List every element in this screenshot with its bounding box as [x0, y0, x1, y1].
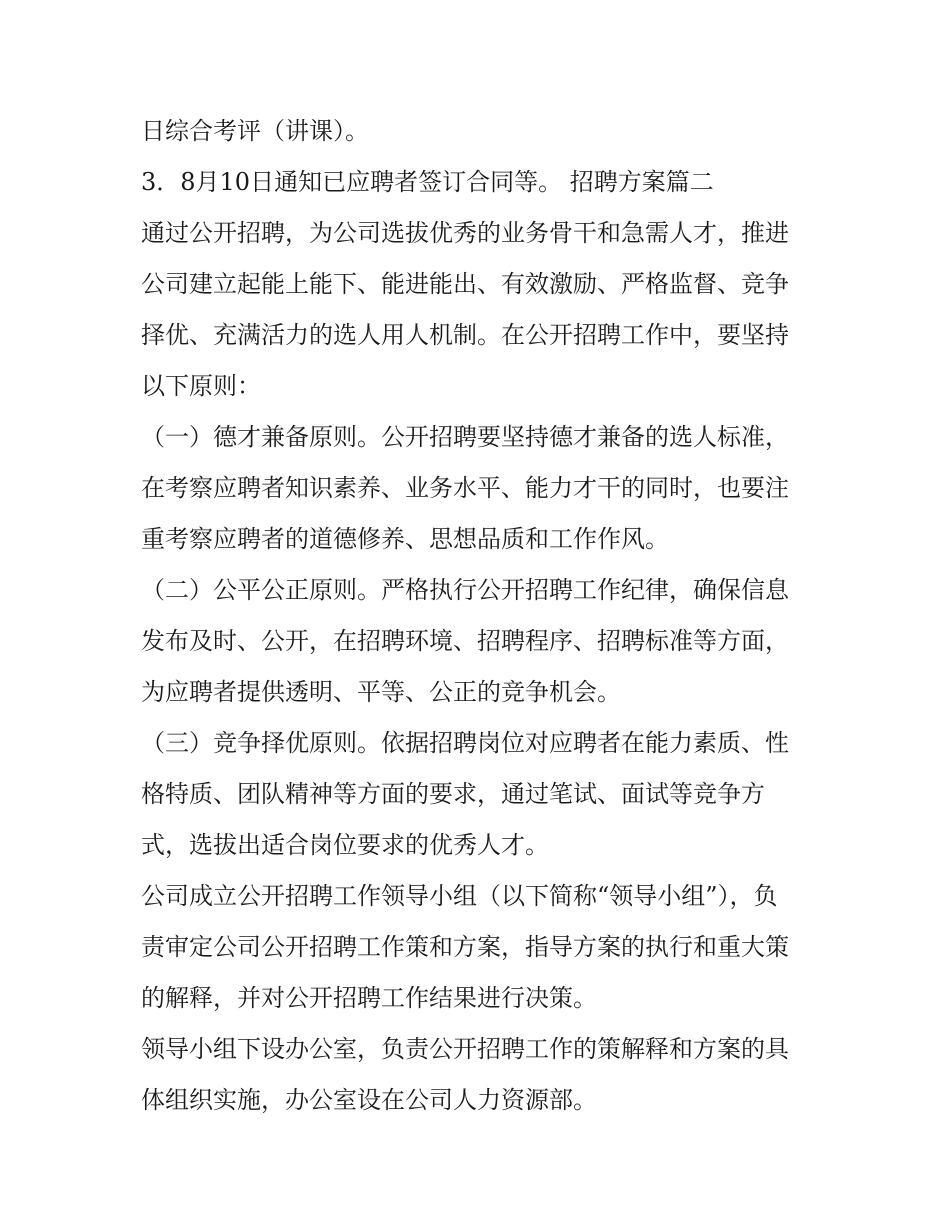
text-line: 日综合考评（讲课）。: [141, 117, 369, 145]
text-line: 公司成立公开招聘工作领导小组（以下简称“领导小组”），负: [141, 882, 778, 910]
text-line: 3．8月10日通知已应聘者签订合同等。 招聘方案篇二: [141, 168, 714, 196]
text-line: 的解释，并对公开招聘工作结果进行决策。: [141, 984, 597, 1012]
text-line: 择优、充满活力的选人用人机制。在公开招聘工作中，要坚持: [141, 321, 789, 349]
text-line: 责审定公司公开招聘工作策和方案，指导方案的执行和重大策: [141, 933, 789, 961]
text-line: （二）公平公正原则。严格执行公开招聘工作纪律，确保信息: [141, 576, 789, 604]
text-line: 体组织实施，办公室设在公司人力资源部。: [141, 1086, 597, 1114]
text-line: 以下原则：: [141, 372, 261, 400]
text-line: 领导小组下设办公室，负责公开招聘工作的策解释和方案的具: [141, 1035, 789, 1063]
text-line: 为应聘者提供透明、平等、公正的竞争机会。: [141, 678, 621, 706]
text-line: 格特质、团队精神等方面的要求，通过笔试、面试等竞争方: [141, 780, 765, 808]
text-line: （三）竞争择优原则。依据招聘岗位对应聘者在能力素质、性: [141, 729, 789, 757]
text-line: 公司建立起能上能下、能进能出、有效激励、严格监督、竞争: [141, 270, 789, 298]
text-line: 式，选拔出适合岗位要求的优秀人才。: [141, 831, 549, 859]
text-line: 发布及时、公开，在招聘环境、招聘程序、招聘标准等方面，: [141, 627, 789, 655]
document-body: [141, 106, 821, 1126]
text-line: 在考察应聘者知识素养、业务水平、能力才干的同时，也要注: [141, 474, 789, 502]
text-line: 重考察应聘者的道德修养、思想品质和工作作风。: [141, 525, 669, 553]
text-line: 通过公开招聘，为公司选拔优秀的业务骨干和急需人才，推进: [141, 219, 789, 247]
text-line: （一）德才兼备原则。公开招聘要坚持德才兼备的选人标准，: [141, 423, 789, 451]
